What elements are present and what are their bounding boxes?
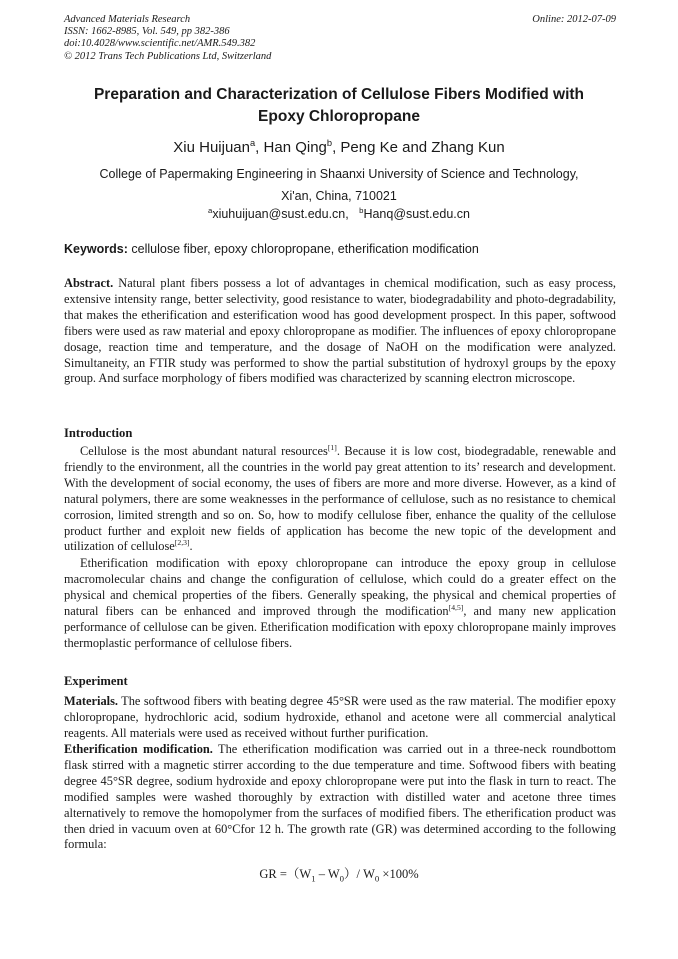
keywords-text: cellulose fiber, epoxy chloropropane, etherification modification bbox=[127, 242, 479, 256]
formula-sub-1: 1 bbox=[311, 873, 316, 884]
formula-part-1: GR =（W bbox=[259, 867, 312, 881]
issn-line: ISSN: 1662-8985, Vol. 549, pp 382-386 bbox=[64, 26, 230, 38]
formula-sub-2: 0 bbox=[339, 873, 345, 884]
etherification-label: Etherification modification. bbox=[64, 742, 213, 756]
paper-title bbox=[60, 84, 618, 128]
materials-text: The softwood fibers with beating degree 45°SR were used as the raw material. The modifier epoxy chloropropane, hydrochloric acid, sodium hydroxide, ethanol and acetone were all commercial analytical reagents. All materials were used as received without further purification. bbox=[64, 694, 616, 740]
etherification-text: The etherification modification was carried out in a three-neck roundbottom flask stirred with a magnetic stirrer according to the due temperature and time. Softwood fibers with beating degree 45°SR degree, sodium hydroxide and epoxy chloropropane were put into the flask in turn to react. The modified samples were washed thoroughly by extraction with distilled water and acetone three times alternatively to remove the homopolymer from the surfaces of modified fibers. The etherification product was then dried in vacuum oven at 60°Cfor 12 h. The growth rate (GR) was determined according to the following formula: bbox=[64, 742, 616, 852]
materials-label: Materials. bbox=[64, 694, 119, 708]
intro-p2-text-a: Etherification modification with epoxy chloropropane can introduce the epoxy group in cellulose macromolecular chains and change the configuration of cellulose, which could do a greater effect on the physical and chemical properties of the fibers. Generally speaking, the physical and chemical properties of natural fibers can be enhanced and improved through the modification bbox=[64, 556, 616, 618]
keywords-label: Keywords: bbox=[64, 242, 128, 256]
author-1: Xiu Huijuan bbox=[173, 139, 250, 156]
author-list bbox=[60, 138, 618, 158]
title-line-2: Epoxy Chloropropane bbox=[258, 108, 420, 125]
intro-p1-text-b: . Because it is low cost, biodegradable, renewable and friendly to the environment, all the countries in the world pay great attention to its’ research and development. With the development of social economy, the uses of fibers are more and more diverse. However, as a kind of natural polymers, there are some weaknesses in the performance of cellulose, such as no resistance to chemical corrosion, limited strength and so on. So, how to modify cellulose fiber, enhance the quality of the cellulose product further and exploit new fields of application has become the new topic of the development and utilization of cellulose bbox=[64, 444, 616, 554]
other-authors: , Peng Ke and Zhang Kun bbox=[332, 139, 505, 156]
email-a-mark: a bbox=[208, 205, 213, 215]
journal-name: Advanced Materials Research bbox=[64, 14, 191, 25]
copyright-line: © 2012 Trans Tech Publications Ltd, Switzerland bbox=[64, 50, 272, 62]
title-line-1: Preparation and Characterization of Cellulose Fibers Modified with bbox=[93, 86, 585, 103]
introduction-heading: Introduction bbox=[64, 426, 133, 440]
materials-paragraph bbox=[64, 694, 616, 742]
email-a: xiuhuijuan@sust.edu.cn, bbox=[212, 207, 349, 221]
email-b: Hanq@sust.edu.cn bbox=[363, 207, 470, 221]
formula-part-4: ×100% bbox=[379, 867, 419, 881]
introduction-paragraph-2 bbox=[64, 556, 616, 651]
introduction-paragraph-1 bbox=[64, 444, 616, 555]
abstract-label: Abstract. bbox=[64, 276, 114, 290]
etherification-paragraph bbox=[64, 742, 616, 853]
intro-p1-text-a: Cellulose is the most abundant natural resources bbox=[80, 444, 328, 458]
affiliation-line-1: College of Papermaking Engineering in Shaanxi University of Science and Technology, bbox=[99, 167, 579, 181]
intro-p2-text-b: , and many new application performance of cellulose can be given. Etherification modification with epoxy chloropropane mainly improves thermoplastic performance of cellulose fibers. bbox=[64, 603, 616, 650]
citation-1: [1] bbox=[327, 442, 337, 452]
citation-2-3: [2,3] bbox=[174, 538, 190, 548]
abstract bbox=[64, 276, 616, 387]
email-b-mark: b bbox=[359, 205, 364, 215]
formula-sub-3: 0 bbox=[374, 873, 380, 884]
author-emails bbox=[60, 205, 618, 223]
journal-header bbox=[64, 14, 616, 63]
formula-part-2: – W bbox=[315, 867, 340, 881]
author-2: Han Qing bbox=[263, 139, 327, 156]
author-1-affil-mark: a bbox=[250, 138, 256, 148]
abstract-text: Natural plant fibers possess a lot of advantages in chemical modification, such as easy process, extensive intensity range, better selectivity, good resistance to water, biodegradability and photo-degradability, that makes the etherification and esterification wood has good development prospect. In this paper, softwood fibers were used as raw material and epoxy chloropropane as modifier. The influences of epoxy chloropropane dosage, reaction time and temperature, and the dosage of NaOH on the modification were analyzed. Simultaneity, an FTIR study was performed to show the partial substitution of hydroxyl groups by the epoxy group. And surface morphology of fibers modified was characterized by scanning electron microscope. bbox=[64, 276, 616, 386]
online-date: Online: 2012-07-09 bbox=[532, 14, 616, 25]
keywords bbox=[64, 240, 616, 258]
experiment-heading: Experiment bbox=[64, 674, 128, 688]
author-separator: , bbox=[255, 139, 264, 156]
doi-line: doi:10.4028/www.scientific.net/AMR.549.382 bbox=[64, 38, 256, 50]
affiliation-line-2: Xi'an, China, 710021 bbox=[281, 189, 397, 203]
intro-p1-text-c: . bbox=[189, 539, 193, 554]
citation-4-5: [4,5] bbox=[448, 602, 464, 612]
author-2-affil-mark: b bbox=[326, 138, 333, 148]
growth-rate-formula bbox=[0, 866, 678, 882]
affiliation bbox=[60, 163, 618, 207]
formula-part-3: ）/ W bbox=[344, 867, 375, 881]
